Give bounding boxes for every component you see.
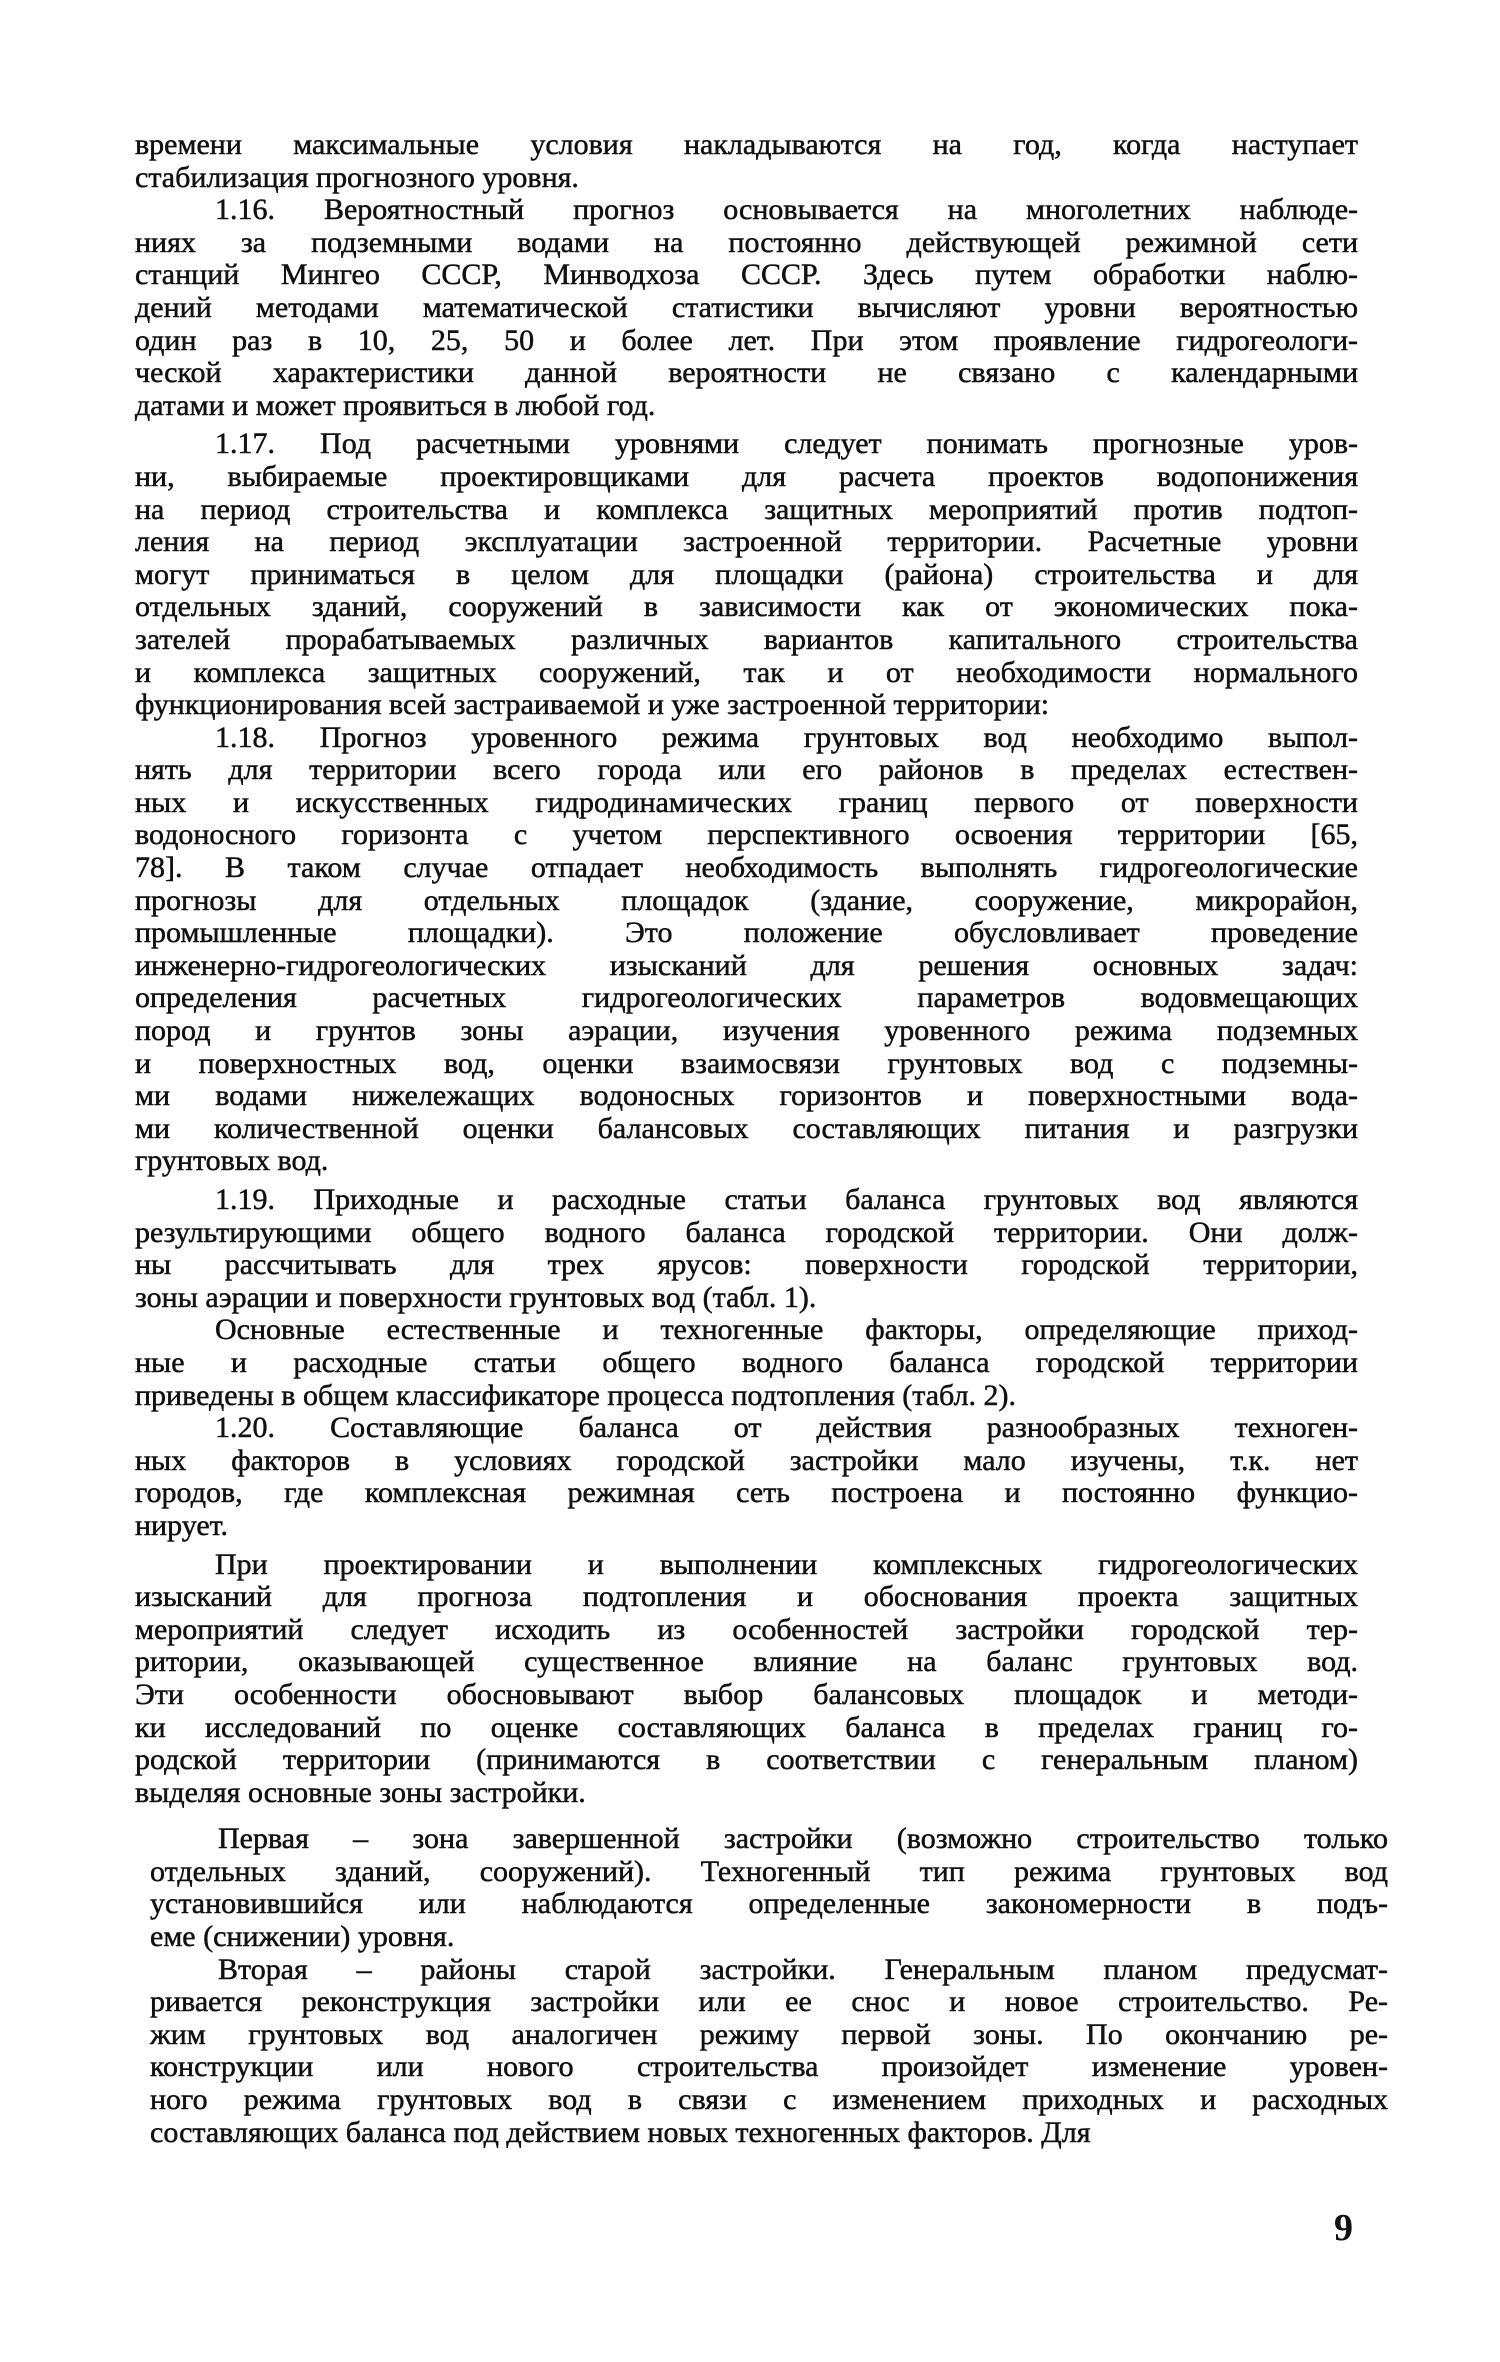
text-line: Основные естественные и техногенные факторы, определяющие приход- (215, 1313, 1358, 1347)
paragraph (135, 194, 1358, 422)
text-line: ных и искусственных гидродинамических границ первого от поверхности (135, 785, 1358, 819)
text-line: могут приниматься в целом для площадки (района) строительства и для (135, 557, 1358, 591)
text-line: на период строительства и комплекса защитных мероприятий против подтоп- (135, 492, 1358, 526)
text-line: мероприятий следует исходить из особенностей застройки городской тер- (135, 1612, 1358, 1646)
text-line: и поверхностных вод, оценки взаимосвязи грунтовых вод с подземны- (135, 1046, 1358, 1080)
text-line: жим грунтовых вод аналогичен режиму первой зоны. По окончанию ре- (150, 2017, 1388, 2051)
paragraph (135, 1314, 1358, 1412)
text-line: инженерно-гидрогеологических изысканий для решения основных задач: (135, 948, 1358, 982)
document-body (135, 128, 1388, 2149)
text-line: выделяя основные зоны застройки. (135, 1775, 586, 1809)
text-line: водоносного горизонта с учетом перспективного освоения территории [65, (135, 818, 1358, 852)
text-line: зоны аэрации и поверхности грунтовых вод (табл. 1). (135, 1280, 817, 1314)
page-number: 9 (1334, 2207, 1353, 2249)
text-line: отдельных зданий, сооружений в зависимости как от экономических пока- (135, 590, 1358, 624)
paragraph (150, 1954, 1388, 2150)
text-line: 1.18. Прогноз уровенного режима грунтовых вод необходимо выпол- (215, 720, 1358, 754)
text-line: городов, где комплексная режимная сеть построена и постоянно функцио- (135, 1476, 1358, 1510)
text-line: определения расчетных гидрогеологических параметров водовмещающих (135, 981, 1358, 1015)
text-line: конструкции или нового строительства произойдет изменение уровен- (150, 2050, 1388, 2084)
text-line: результирующими общего водного баланса городской территории. Они долж- (135, 1215, 1358, 1249)
text-line: ных факторов в условиях городской застройки мало изучены, т.к. нет (135, 1443, 1358, 1477)
text-line: датами и может проявиться в любой год. (135, 388, 656, 422)
text-line: установившийся или наблюдаются определенные закономерности в подъ- (150, 1887, 1388, 1921)
text-line: нять для территории всего города или его районов в пределах естествен- (135, 753, 1358, 787)
text-line: еме (снижении) уровня. (150, 1920, 455, 1954)
text-line: стабилизация прогнозного уровня. (135, 160, 579, 194)
text-line: 78]. В таком случае отпадает необходимость выполнять гидрогеологические (135, 851, 1358, 885)
text-line: времени максимальные условия накладываются на год, когда наступает (135, 128, 1358, 161)
paragraph (135, 428, 1358, 721)
paragraph (135, 129, 1358, 194)
text-line: Эти особенности обосновывают выбор балансовых площадок и методи- (135, 1677, 1358, 1711)
text-line: прогнозы для отдельных площадок (здание, сооружение, микрорайон, (135, 883, 1358, 917)
text-line: ни, выбираемые проектировщиками для расчета проектов водопонижения (135, 459, 1358, 493)
text-line: ми водами нижележащих водоносных горизонтов и поверхностными вода- (135, 1079, 1358, 1113)
text-line: 1.16. Вероятностный прогноз основывается на многолетних наблюде- (215, 193, 1358, 227)
text-line: ные и расходные статьи общего водного баланса городской территории (135, 1345, 1358, 1379)
text-line: пород и грунтов зоны аэрации, изучения уровенного режима подземных (135, 1014, 1358, 1048)
text-line: 1.19. Приходные и расходные статьи баланса грунтовых вод являются (215, 1183, 1358, 1216)
paragraph (135, 722, 1358, 1178)
paragraph (135, 1184, 1358, 1314)
text-line: ми количественной оценки балансовых составляющих питания и разгрузки (135, 1111, 1358, 1145)
paragraph (150, 1823, 1388, 1953)
text-line: станций Мингео СССР, Минводхоза СССР. Здесь путем обработки наблю- (135, 258, 1358, 292)
text-line: ритории, оказывающей существенное влияние на баланс грунтовых вод. (135, 1645, 1358, 1679)
text-line: отдельных зданий, сооружений). Техногенный тип режима грунтовых вод (150, 1854, 1388, 1888)
text-line: один раз в 10, 25, 50 и более лет. При этом проявление гидрогеологи- (135, 323, 1358, 357)
text-line: ривается реконструкция застройки или ее снос и новое строительство. Ре- (150, 1985, 1388, 2019)
text-line: и комплекса защитных сооружений, так и от необходимости нормального (135, 655, 1358, 689)
text-line: ного режима грунтовых вод в связи с изменением приходных и расходных (150, 2083, 1388, 2117)
text-line: ческой характеристики данной вероятности не связано с календарными (135, 356, 1358, 390)
text-line: ны рассчитывать для трех ярусов: поверхности городской территории, (135, 1248, 1358, 1282)
text-line: зателей прорабатываемых различных вариантов капитального строительства (135, 622, 1358, 656)
text-line: грунтовых вод. (135, 1144, 329, 1178)
text-line: изысканий для прогноза подтопления и обоснования проекта защитных (135, 1580, 1358, 1614)
text-line: приведены в общем классификаторе процесса подтопления (табл. 2). (135, 1378, 1017, 1412)
paragraph (135, 1549, 1358, 1810)
text-line: составляющих баланса под действием новых техногенных факторов. Для (150, 2115, 1091, 2149)
text-line: родской территории (принимаются в соответствии с генеральным планом) (135, 1743, 1358, 1777)
paragraph (135, 1412, 1358, 1542)
text-line: нирует. (135, 1508, 228, 1542)
text-line: ниях за подземными водами на постоянно действующей режимной сети (135, 225, 1358, 259)
text-line: ления на период эксплуатации застроенной территории. Расчетные уровни (135, 525, 1358, 559)
text-line: 1.17. Под расчетными уровнями следует понимать прогнозные уров- (215, 427, 1358, 461)
text-line: Вторая – районы старой застройки. Генеральным планом предусмат- (218, 1952, 1388, 1986)
text-line: Первая – зона завершенной застройки (возможно строительство только (218, 1822, 1388, 1856)
text-line: При проектировании и выполнении комплексных гидрогеологических (215, 1547, 1358, 1581)
text-line: функционирования всей застраиваемой и уже застроенной территории: (135, 688, 1050, 722)
text-line: промышленные площадки). Это положение обусловливает проведение (135, 916, 1358, 950)
text-line: дений методами математической статистики вычисляют уровни вероятностью (135, 290, 1358, 324)
text-line: 1.20. Составляющие баланса от действия разнообразных техноген- (215, 1411, 1358, 1445)
text-line: ки исследований по оценке составляющих баланса в пределах границ го- (135, 1710, 1358, 1744)
